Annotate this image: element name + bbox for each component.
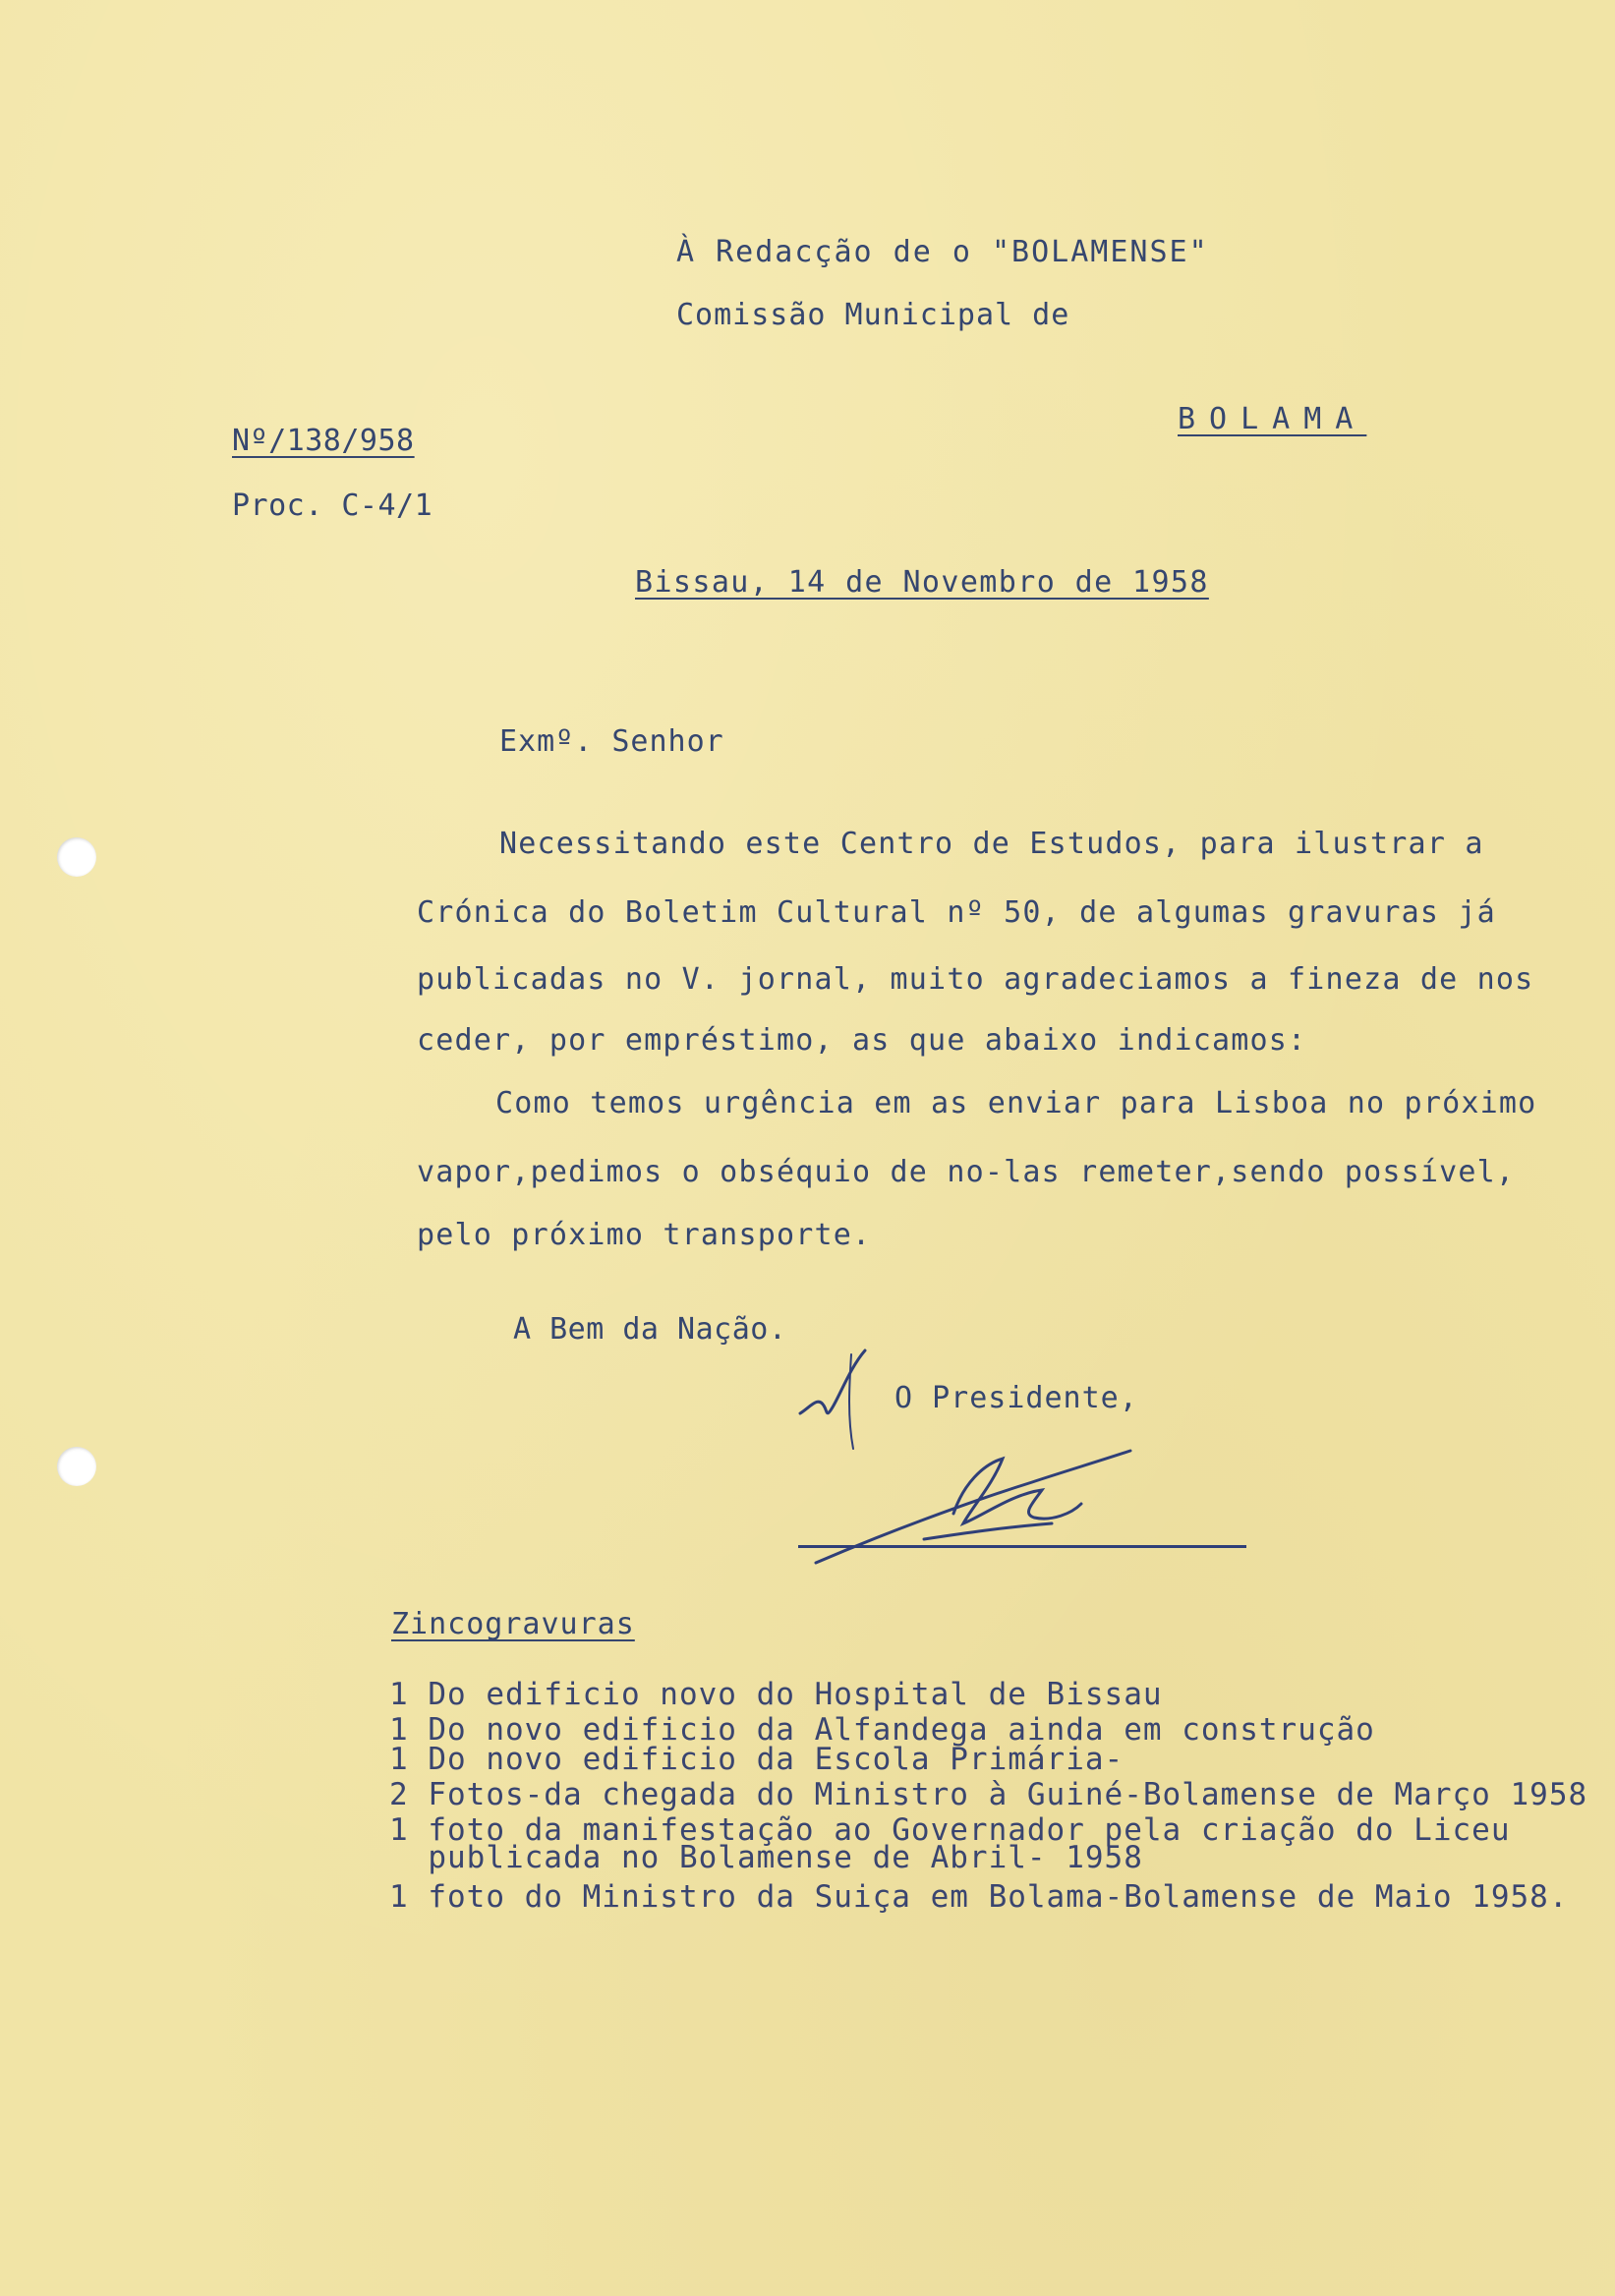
addressee-place: BOLAMA [1178, 402, 1367, 436]
process-number: Proc. C-4/1 [232, 488, 433, 523]
list-heading: Zincogravuras [391, 1607, 635, 1641]
date-line: Bissau, 14 de Novembro de 1958 [635, 565, 1209, 600]
list-item: 1 foto da manifestação ao Governador pela criação do Liceu [389, 1812, 1511, 1848]
closing: A Bem da Nação. [513, 1312, 787, 1347]
body-line-5: Como temos urgência em as enviar para Lisboa no próximo [495, 1086, 1537, 1120]
handwritten-initial-mark [796, 1347, 885, 1455]
punch-hole-bottom [57, 1447, 96, 1486]
punch-hole-top [57, 837, 96, 877]
body-line-4: ceder, por empréstimo, as que abaixo indicamos: [417, 1023, 1307, 1058]
reference-number: Nº/138/958 [232, 424, 415, 458]
handwritten-signature [806, 1445, 1140, 1573]
list-item: 1 Do novo edificio da Escola Primária- [389, 1742, 1125, 1777]
list-item: 1 Do edificio novo do Hospital de Bissau [389, 1677, 1163, 1712]
list-item: 1 Do novo edificio da Alfandega ainda em construção [389, 1712, 1375, 1748]
body-line-7: pelo próximo transporte. [417, 1218, 872, 1252]
body-line-6: vapor,pedimos o obséquio de no-las remeter,sendo possível, [417, 1155, 1516, 1189]
salutation: Exmº. Senhor [499, 724, 724, 759]
signature-rule [798, 1545, 1246, 1548]
list-item-continuation: publicada no Bolamense de Abril- 1958 [389, 1840, 1143, 1875]
list-item: 1 foto do Ministro da Suiça em Bolama-Bolamense de Maio 1958. [389, 1879, 1569, 1915]
body-line-2: Crónica do Boletim Cultural nº 50, de algumas gravuras já [417, 895, 1496, 930]
body-line-1: Necessitando este Centro de Estudos, para ilustrar a [499, 827, 1484, 861]
signature-title: O Presidente, [894, 1381, 1138, 1415]
list-item: 2 Fotos-da chegada do Ministro à Guiné-Bolamense de Março 1958 [389, 1777, 1588, 1812]
body-line-3: publicadas no V. jornal, muito agradeciamos a fineza de nos [417, 962, 1534, 997]
addressee-line-2: Comissão Municipal de [676, 298, 1070, 332]
addressee-line-1: À Redacção de o "BOLAMENSE" [676, 235, 1209, 269]
